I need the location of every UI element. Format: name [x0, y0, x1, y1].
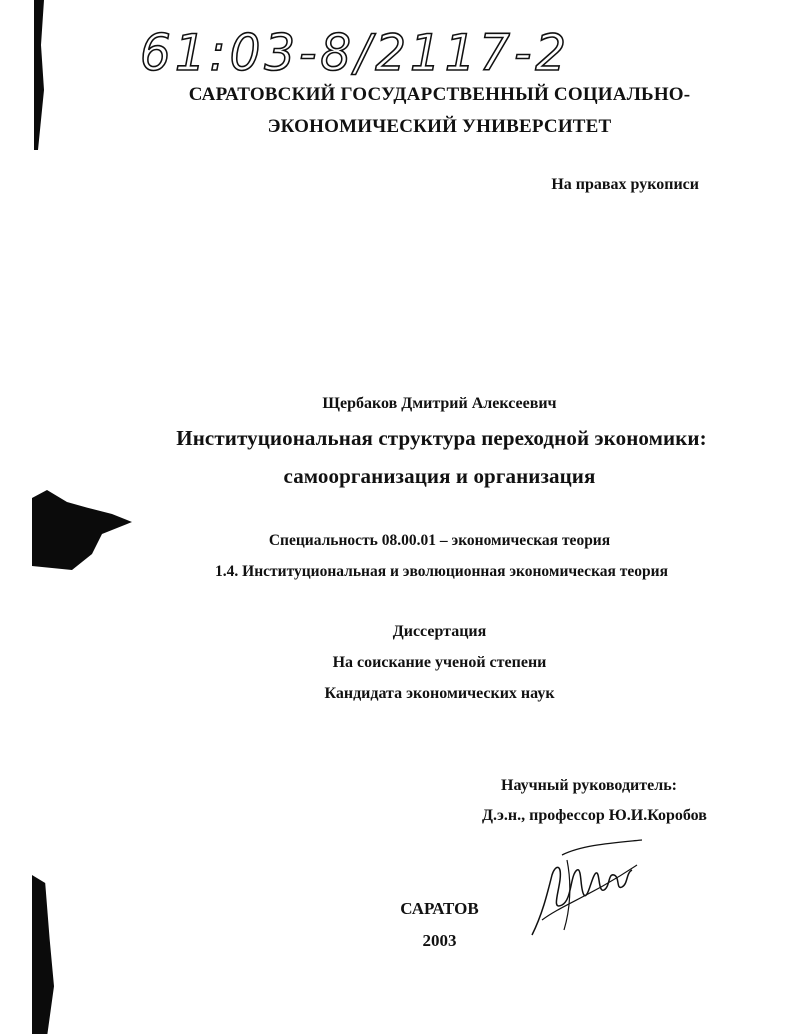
handwritten-archive-code	[140, 20, 580, 80]
manuscript-rights-note: На правах рукописи	[551, 176, 699, 193]
scan-edge-mark-middle	[32, 490, 132, 570]
specialty-subfield: 1.4. Институциональная и эволюционная экономическая теория	[215, 563, 668, 580]
thesis-title-line1: Институциональная структура переходной экономики:	[176, 426, 707, 450]
thesis-title-line2: самоорганизация и организация	[283, 464, 596, 488]
specialty-code: Специальность 08.00.01 – экономическая теория	[268, 532, 611, 549]
advisor-signature	[522, 835, 652, 940]
degree-purpose: На соискание ученой степени	[332, 654, 547, 671]
year: 2003	[422, 931, 457, 950]
city: САРАТОВ	[400, 899, 479, 918]
document-type: Диссертация	[392, 623, 487, 640]
author-name: Щербаков Дмитрий Алексеевич	[322, 395, 557, 412]
degree-name: Кандидата экономических наук	[324, 685, 555, 702]
advisor-label: Научный руководитель:	[501, 777, 677, 794]
university-name-line1: САРАТОВСКИЙ ГОСУДАРСТВЕННЫЙ СОЦИАЛЬНО-	[188, 84, 691, 105]
archive-code-text: 61:03-8/2117-2	[140, 24, 570, 80]
university-name-line2: ЭКОНОМИЧЕСКИЙ УНИВЕРСИТЕТ	[267, 116, 612, 137]
advisor-name: Д.э.н., профессор Ю.И.Коробов	[482, 807, 707, 824]
